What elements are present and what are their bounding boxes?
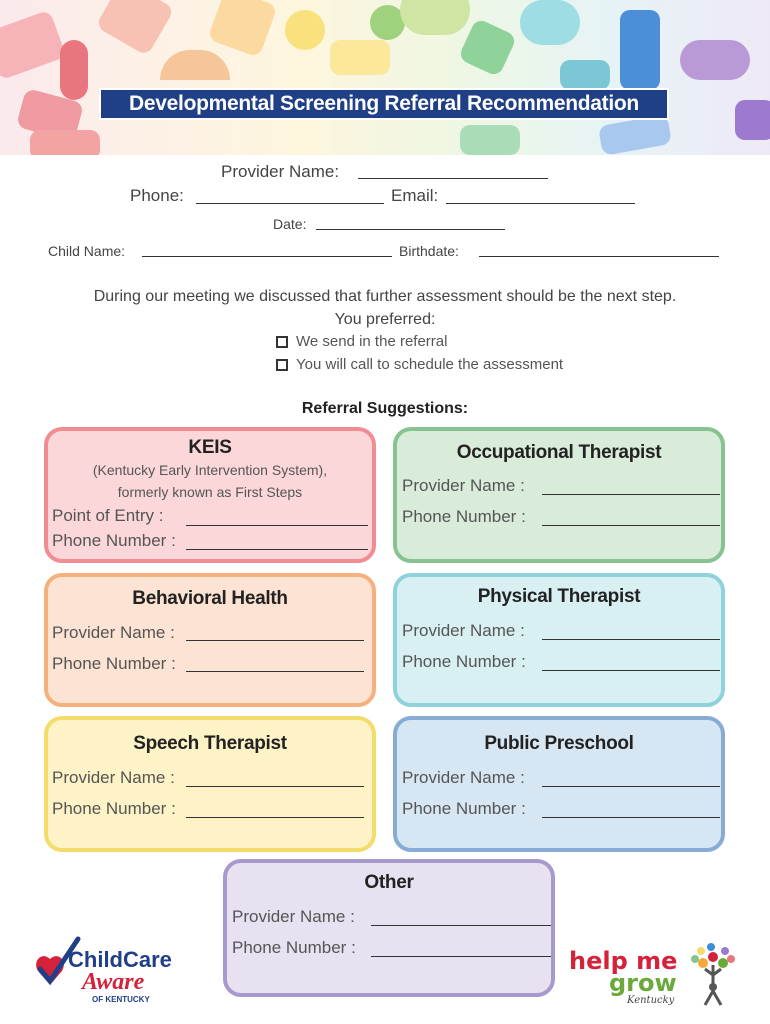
phone-number-field[interactable] [186, 671, 364, 672]
birthdate-field[interactable] [479, 256, 719, 257]
provider-name-field[interactable] [358, 178, 548, 179]
behavioral-health-card [44, 573, 376, 707]
preference-prompt: You preferred: [334, 311, 436, 328]
phone-number-label: Phone Number : [402, 652, 526, 671]
option-label: We send in the referral [296, 333, 448, 350]
hmg-line3: Kentucky [627, 995, 675, 1006]
other-card [223, 859, 555, 997]
card-subtitle: formerly known as First Steps [117, 484, 303, 500]
card-title: Other [364, 872, 414, 893]
card-subtitle: (Kentucky Early Intervention System), [92, 462, 328, 478]
occupational-therapist-card [393, 427, 725, 563]
cca-line2: Aware [82, 969, 145, 995]
option-label: You will call to schedule the assessment [296, 356, 564, 373]
heart-check-icon [30, 935, 190, 1005]
tree-icon [691, 943, 735, 1005]
public-preschool-card [393, 716, 725, 852]
card-title: Behavioral Health [132, 588, 288, 609]
intro-text: During our meeting we discussed that further assessment should be the next step. [93, 288, 677, 305]
provider-name-field[interactable] [542, 494, 720, 495]
cca-line1: ChildCare [68, 947, 172, 972]
provider-name-label: Provider Name : [402, 621, 525, 640]
phone-number-field[interactable] [371, 956, 551, 957]
help-me-grow-logo [565, 935, 745, 1010]
phone-number-label: Phone Number : [52, 531, 176, 550]
hmg-line1: help me [569, 947, 678, 975]
cca-line3: OF KENTUCKY [92, 995, 150, 1004]
point-of-entry-field[interactable] [186, 525, 368, 526]
provider-name-field[interactable] [542, 786, 720, 787]
header-banner [0, 0, 770, 155]
email-label: Email: [391, 186, 439, 205]
option-send-referral[interactable] [276, 333, 447, 350]
phone-number-field[interactable] [542, 525, 720, 526]
card-title: Occupational Therapist [456, 442, 662, 463]
card-title: Physical Therapist [477, 586, 641, 607]
birthdate-label: Birthdate: [399, 243, 459, 259]
phone-field[interactable] [196, 203, 384, 204]
checkbox-icon[interactable] [276, 336, 288, 348]
phone-number-field[interactable] [186, 549, 368, 550]
card-title: Speech Therapist [133, 733, 287, 754]
card-title: Public Preschool [484, 733, 634, 754]
date-label: Date: [273, 216, 307, 232]
date-field[interactable] [316, 229, 505, 230]
child-name-field[interactable] [142, 256, 392, 257]
physical-therapist-card [393, 573, 725, 707]
card-title: KEIS [188, 437, 232, 458]
phone-number-label: Phone Number : [52, 654, 176, 673]
phone-number-label: Phone Number : [232, 938, 356, 957]
phone-number-field[interactable] [542, 670, 720, 671]
keis-card [44, 427, 376, 563]
speech-therapist-card [44, 716, 376, 852]
provider-name-field[interactable] [371, 925, 551, 926]
phone-number-label: Phone Number : [402, 507, 526, 526]
phone-number-field[interactable] [542, 817, 720, 818]
phone-number-label: Phone Number : [402, 799, 526, 818]
childcare-aware-logo [30, 935, 190, 1005]
child-name-label: Child Name: [48, 243, 126, 259]
option-call-to-schedule[interactable] [276, 356, 563, 373]
phone-number-label: Phone Number : [52, 799, 176, 818]
page-title: Developmental Screening Referral Recommendation [99, 88, 669, 120]
provider-name-field[interactable] [186, 640, 364, 641]
provider-name-field[interactable] [542, 639, 720, 640]
provider-name-label: Provider Name : [52, 768, 175, 787]
provider-name-field[interactable] [186, 786, 364, 787]
phone-label: Phone: [130, 186, 184, 205]
provider-name-label: Provider Name : [402, 476, 525, 495]
point-of-entry-label: Point of Entry : [52, 506, 164, 525]
provider-name-label: Provider Name : [402, 768, 525, 787]
hmg-line2: grow [609, 969, 677, 997]
provider-name-label: Provider Name : [52, 623, 175, 642]
provider-name-label: Provider Name: [221, 162, 340, 181]
phone-number-field[interactable] [186, 817, 364, 818]
referral-suggestions-heading: Referral Suggestions: [301, 400, 469, 417]
email-field[interactable] [446, 203, 635, 204]
checkbox-icon[interactable] [276, 359, 288, 371]
provider-name-label: Provider Name : [232, 907, 355, 926]
